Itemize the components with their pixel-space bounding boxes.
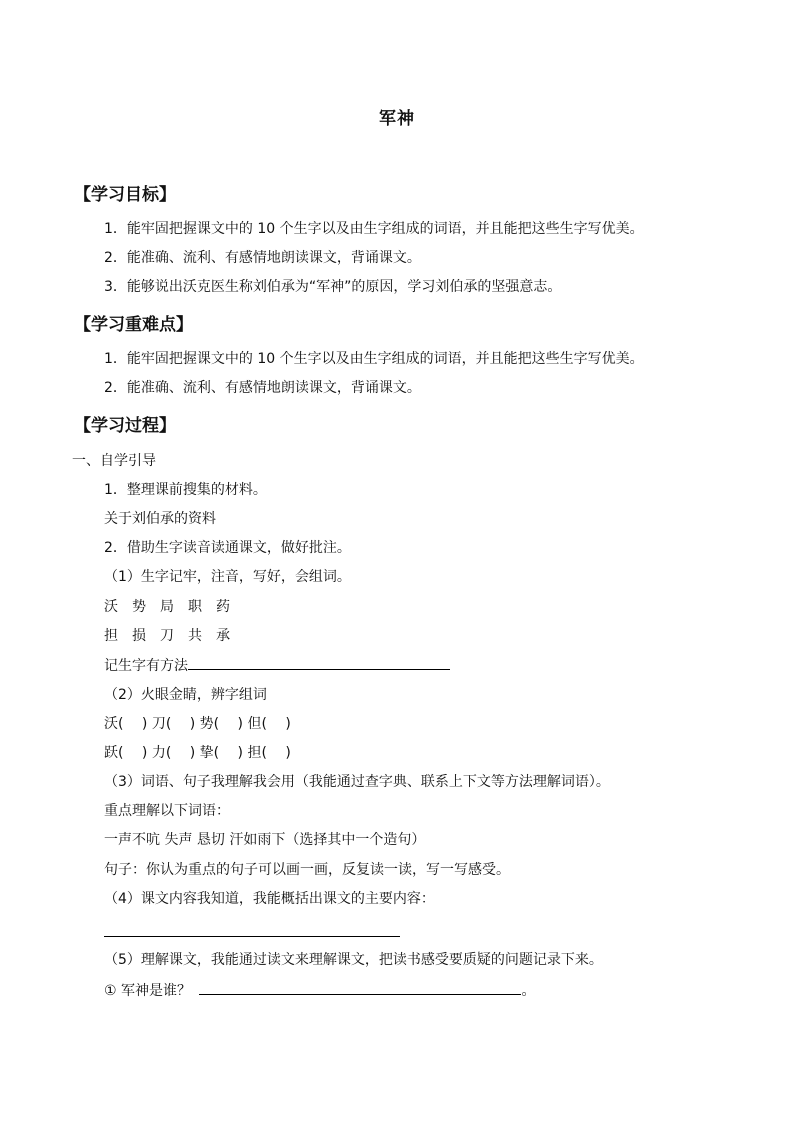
question-5: （5）理解课文，我能通过读文来理解课文，把读书感受要质疑的问题记录下来。 <box>104 952 603 968</box>
process-heading: 【学习过程】 <box>74 416 176 436</box>
question-3: （3）词语、句子我理解我会用（我能通过查字典、联系上下文等方法理解词语）。 <box>104 774 610 790</box>
sentence-task: 句子：你认为重点的句子可以画一画，反复读一读，写一写感受。 <box>104 862 510 878</box>
key-words: 一声不吭 失声 恳切 汗如雨下（选择其中一个造句） <box>104 832 426 848</box>
step-1: 1．整理课前搜集的材料。 <box>104 482 267 498</box>
objective-item-1: 1．能牢固把握课文中的 10 个生字以及由生字组成的词语，并且能把这些生字写优美。 <box>104 221 644 237</box>
section-self-study: 一、自学引导 <box>72 453 156 469</box>
chars-row-2: 担 损 刀 共 承 <box>104 628 230 644</box>
memory-method-line <box>104 655 450 676</box>
summary-blank[interactable] <box>104 936 400 937</box>
memory-method-blank[interactable] <box>188 655 450 670</box>
question-4: （4）课文内容我知道，我能概括出课文的主要内容： <box>104 891 435 907</box>
answer-blank-1[interactable] <box>199 980 521 995</box>
key-words-label: 重点理解以下词语： <box>104 803 230 819</box>
objectives-heading: 【学习目标】 <box>74 185 176 205</box>
key-point-item-2: 2．能准确、流利、有感情地朗读课文，背诵课文。 <box>104 380 421 396</box>
question-2: （2）火眼金睛，辨字组词 <box>104 687 267 703</box>
question-1: （1）生字记牢，注音，写好，会组词。 <box>104 569 351 585</box>
objective-item-2: 2．能准确、流利、有感情地朗读课文，背诵课文。 <box>104 250 421 266</box>
step-2: 2．借助生字读音读通课文，做好批注。 <box>104 540 351 556</box>
question-5-item-1 <box>104 980 535 1001</box>
question-5-item-1-label: ① 军神是谁？ <box>104 983 192 999</box>
compare-row-1: 沃( ) 刀( ) 势( ) 但( ) <box>104 716 291 732</box>
question-5-item-1-end: 。 <box>521 983 536 999</box>
chars-row-1: 沃 势 局 职 药 <box>104 599 230 615</box>
key-points-heading: 【学习重难点】 <box>74 315 193 335</box>
page-title: 军神 <box>379 109 415 129</box>
compare-row-2: 跃( ) 力( ) 挚( ) 担( ) <box>104 745 291 761</box>
memory-method-label: 记生字有方法 <box>104 658 188 674</box>
step-1-sub: 关于刘伯承的资料 <box>104 511 216 527</box>
key-point-item-1: 1．能牢固把握课文中的 10 个生字以及由生字组成的词语，并且能把这些生字写优美。 <box>104 351 644 367</box>
objective-item-3: 3．能够说出沃克医生称刘伯承为“军神”的原因，学习刘伯承的坚强意志。 <box>104 279 562 295</box>
